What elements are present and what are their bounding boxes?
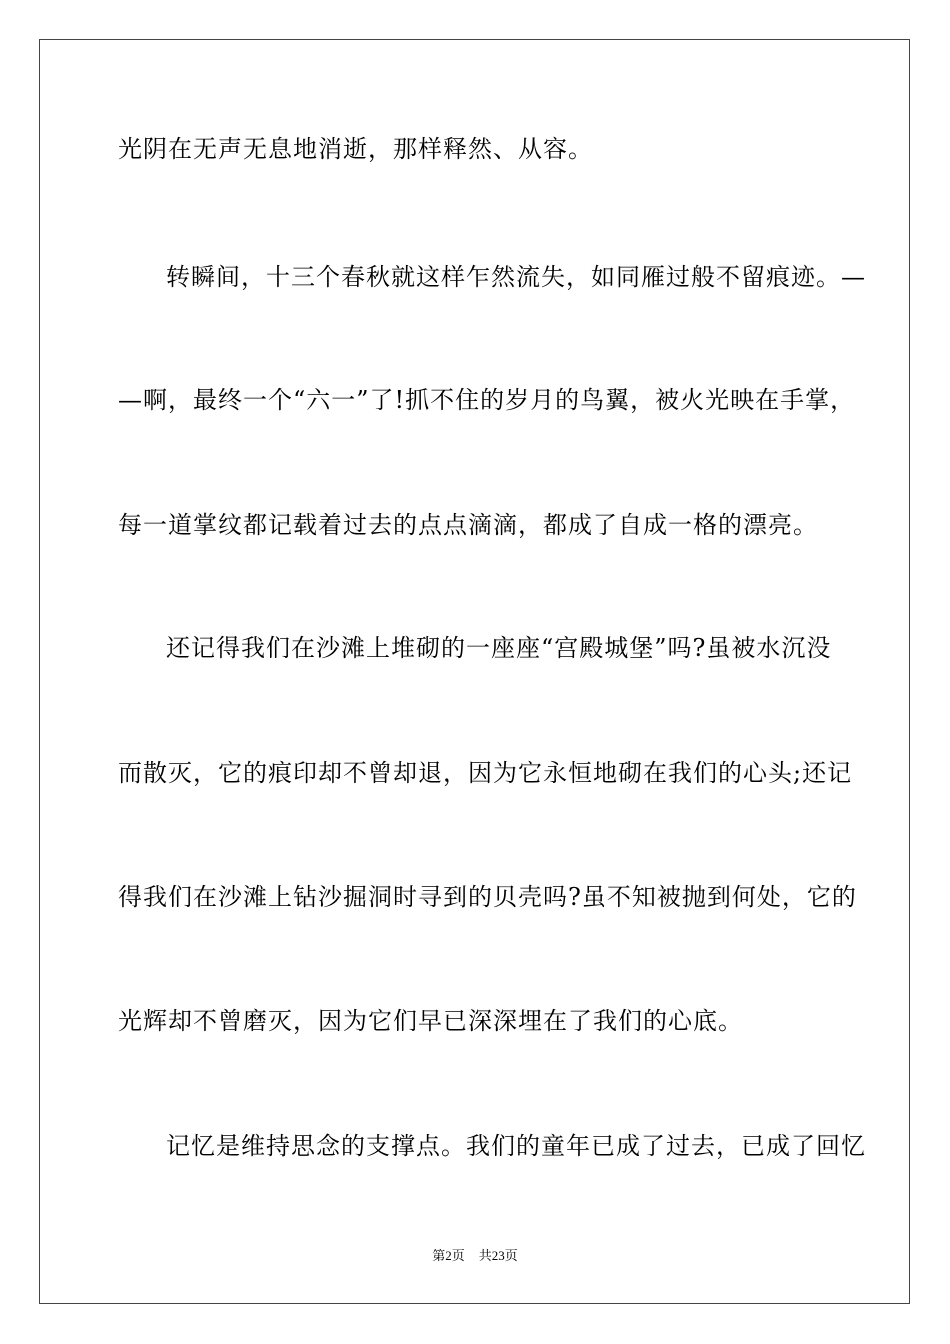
text-line: 转瞬间，十三个春秋就这样乍然流失，如同雁过般不留痕迹。— — [166, 263, 866, 291]
text-line: 光辉却不曾磨灭，因为它们早已深深埋在了我们的心底。 — [118, 1007, 743, 1035]
text-line: 光阴在无声无息地消逝，那样释然、从容。 — [118, 135, 593, 163]
page-border — [39, 39, 910, 1304]
text-line: —啊，最终一个“六一”了!抓不住的岁月的鸟翼，被火光映在手掌， — [118, 386, 856, 414]
text-line: 而散灭，它的痕印却不曾却退，因为它永恒地砌在我们的心头;还记 — [118, 759, 853, 787]
page-total: 共23页 — [478, 1248, 518, 1263]
text-line: 记忆是维持思念的支撑点。我们的童年已成了过去，已成了回忆 — [166, 1132, 866, 1160]
text-line: 得我们在沙滩上钻沙掘洞时寻到的贝壳吗?虽不知被抛到何处，它的 — [118, 883, 857, 911]
page-footer — [0, 1247, 950, 1265]
text-line: 还记得我们在沙滩上堆砌的一座座“宫殿城堡”吗?虽被水沉没 — [166, 634, 832, 662]
text-line: 每一道掌纹都记载着过去的点点滴滴，都成了自成一格的漂亮。 — [118, 511, 818, 539]
page-number: 第2页 — [432, 1248, 465, 1263]
